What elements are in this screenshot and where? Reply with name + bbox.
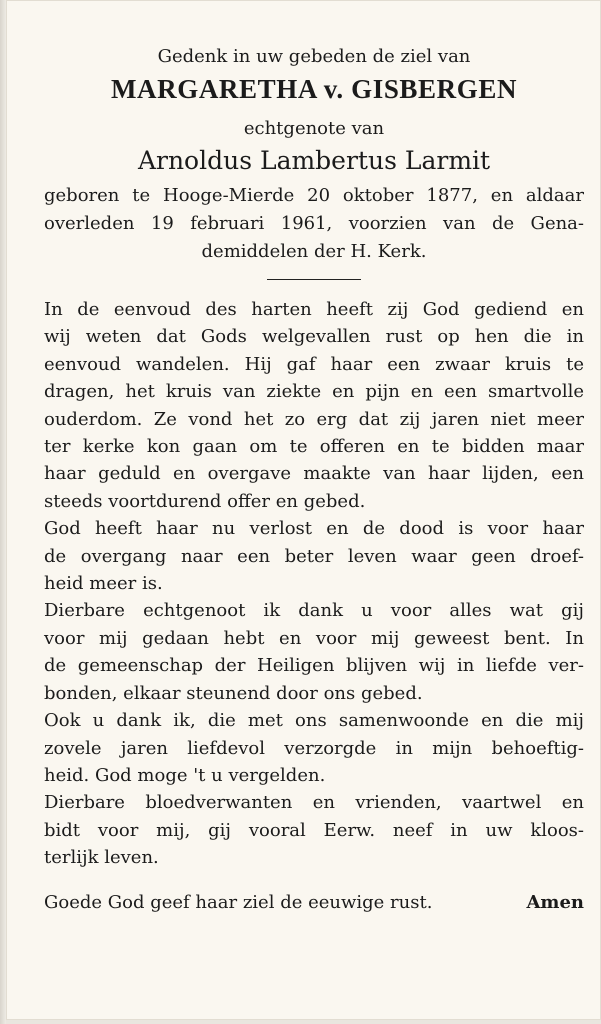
text-line: zovele jaren liefdevol verzorgde in mijn behoeftig-	[44, 737, 584, 759]
deceased-name: MARGARETHA v. GISBERGEN	[110, 74, 518, 104]
birth-death-info	[44, 182, 584, 266]
text-line: bidt voor mij, gij vooral Eerw. neef in uw kloos-	[44, 819, 584, 841]
memorial-card	[6, 0, 601, 1020]
intro-text: Gedenk in uw gebeden de ziel van	[157, 46, 471, 67]
paragraph-3	[44, 597, 584, 707]
text-line: ter kerke kon gaan om te offeren en te bidden maar	[44, 436, 584, 458]
text-line: God heeft haar nu verlost en de dood is voor haar	[44, 518, 584, 540]
text-line: de gemeenschap der Heiligen blijven wij in liefde ver-	[44, 655, 584, 677]
text-line: In de eenvoud des harten heeft zij God gediend en	[44, 299, 584, 320]
text-line: Dierbare bloedverwanten en vrienden, vaartwel en	[44, 792, 584, 814]
text-line: heid meer is.	[44, 573, 163, 595]
text-line: wij weten dat Gods welgevallen rust op hen die in	[44, 326, 584, 348]
text-line: dragen, het kruis van ziekte en pijn en een smartvolle	[44, 381, 584, 403]
text-line: bonden, elkaar steunend door ons gebed.	[44, 682, 423, 704]
card-content	[44, 44, 584, 917]
sacraments-line: demiddelen der H. Kerk.	[201, 241, 427, 262]
amen-text: Amen	[526, 891, 584, 913]
paragraph-2	[44, 515, 584, 597]
text-line: haar geduld en overgave maakte van haar lijden, een	[44, 463, 584, 485]
paragraph-4	[44, 707, 584, 789]
text-line: eenvoud wandelen. Hij gaf haar een zwaar kruis te	[44, 353, 584, 375]
text-line: Ook u dank ik, die met ons samenwoonde en die mij	[44, 710, 584, 732]
death-line: overleden 19 februari 1961, voorzien van de Gena-	[44, 213, 584, 234]
closing-text: Goede God geef haar ziel de eeuwige rust.	[44, 891, 433, 913]
text-line: voor mij gedaan hebt en voor mij geweest bent. In	[44, 627, 584, 649]
paragraph-1	[44, 296, 584, 515]
text-line: de overgang naar een beter leven waar geen droef-	[44, 545, 584, 567]
divider-line	[267, 279, 361, 280]
body-text	[44, 296, 584, 872]
birth-line: geboren te Hooge-Mierde 20 oktober 1877, en aldaar	[44, 185, 584, 206]
text-line: terlijk leven.	[44, 847, 159, 869]
text-line: heid. God moge 't u vergelden.	[44, 764, 326, 786]
paragraph-5	[44, 789, 584, 871]
spouse-name: Arnoldus Lambertus Larmit	[137, 146, 491, 175]
text-line: Dierbare echtgenoot ik dank u voor alles wat gij	[44, 600, 584, 622]
closing-prayer	[44, 889, 584, 917]
spouse-intro: echtgenote van	[243, 118, 385, 139]
text-line: steeds voortdurend offer en gebed.	[44, 490, 366, 512]
text-line: ouderdom. Ze vond het zo erg dat zij jaren niet meer	[44, 408, 584, 430]
